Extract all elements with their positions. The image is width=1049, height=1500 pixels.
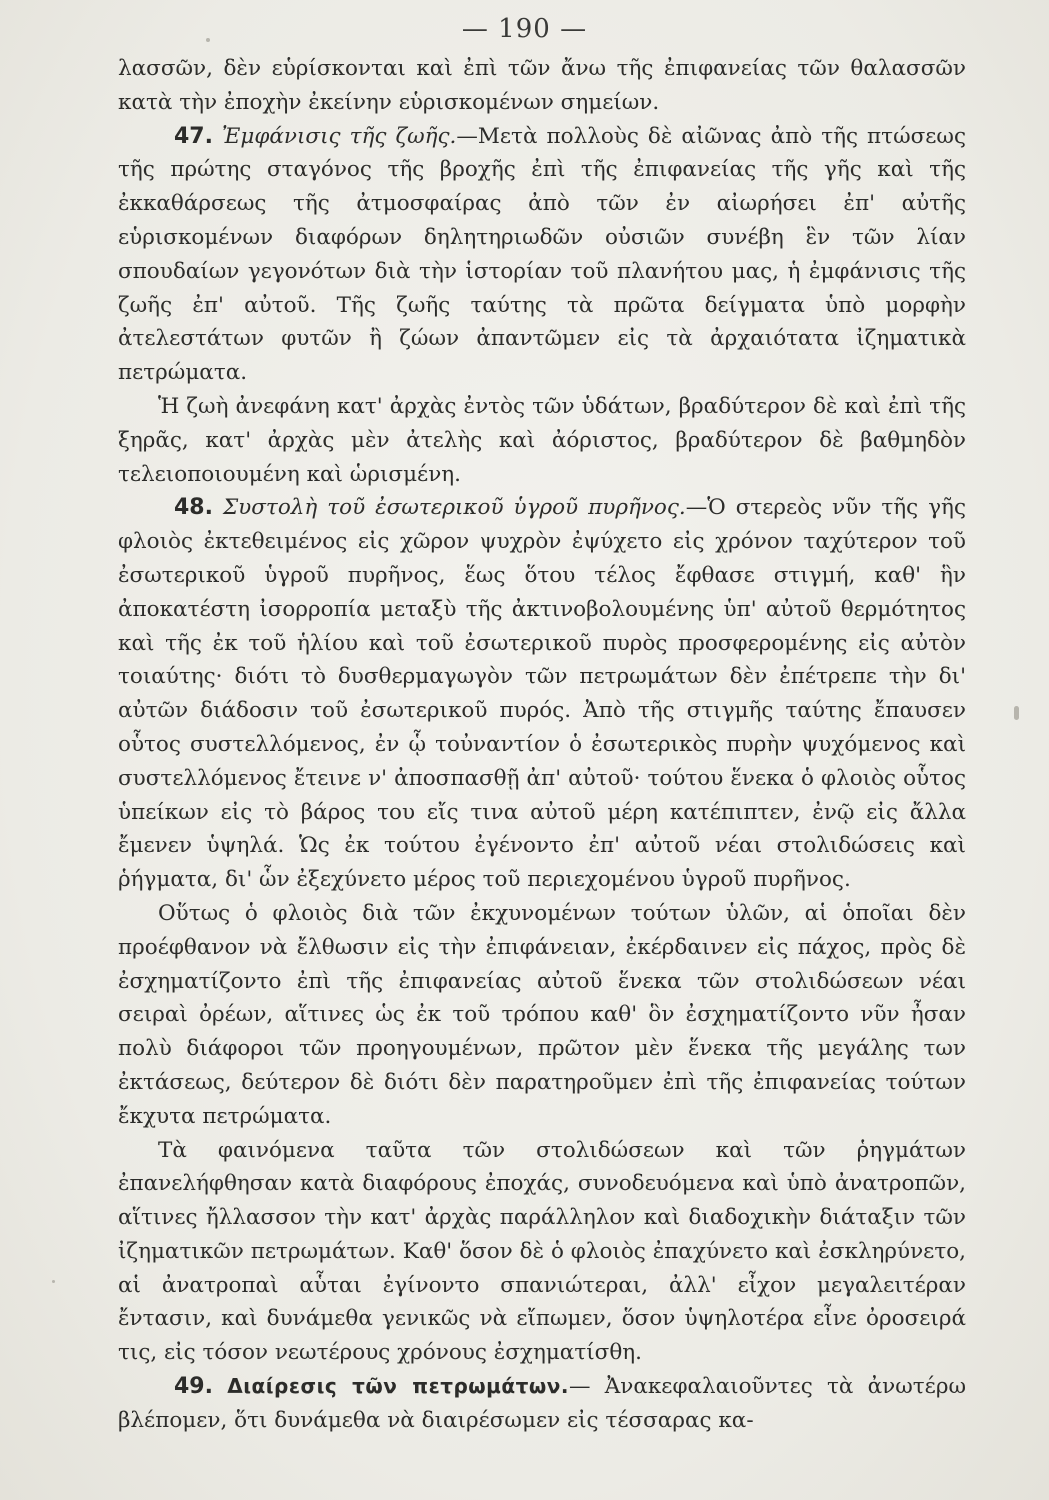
paragraph-continuation: [118, 52, 966, 120]
section-title: Διαίρεσις τῶν πετρωμάτων.: [227, 1374, 569, 1399]
paragraph-text: Ἡ ζωὴ ἀνεφάνη κατ' ἀρχὰς ἐντὸς τῶν ὑδάτων, βραδύτερον δὲ καὶ ἐπὶ τῆς ξηρᾶς, κατ' ἀρχὰς μὲν ἀτελὴς καὶ ἀόριστος, βραδύτερον δὲ βαθμηδὸν τελειοποιουμένη καὶ ὡρισμένη.: [118, 393, 966, 487]
paragraph: [118, 390, 966, 491]
section-title: Ἐμφάνισις τῆς ζωῆς.: [222, 123, 457, 149]
paragraph-text: Οὕτως ὁ φλοιὸς διὰ τῶν ἐκχυνομένων τούτων ὑλῶν, αἱ ὁποῖαι δὲν προέφθανον νὰ ἔλθωσιν εἰς τὴν ἐπιφάνειαν, ἐκέρδαινεν εἰς πάχος, πρὸς δὲ ἐσχηματίζοντο ἐπὶ τῆς ἐπιφανείας αὐτοῦ ἕνεκα τῶν στολιδώσεων νέαι σειραὶ ὀρέων, αἵτινες ὡς ἐκ τοῦ τρόπου καθ' ὃν ἐσχηματίζοντο νῦν ἦσαν πολὺ διάφοροι τῶν προηγουμένων, πρῶτον μὲν ἕνεκα τῆς μεγάλης των ἐκτάσεως, δεύτερον δὲ διότι δὲν παρατηροῦμεν ἐπὶ τῆς ἐπιφανείας τούτων ἔκχυτα πετρώματα.: [118, 900, 966, 1129]
paper-speck: [52, 1280, 55, 1283]
paragraph-text: —Ὁ στερεὸς νῦν τῆς γῆς φλοιὸς ἐκτεθειμένος εἰς χῶρον ψυχρὸν ἐψύχετο εἰς χρόνον ταχύτερον τοῦ ἐσωτερικοῦ ὑγροῦ πυρῆνος, ἕως ὅτου τέλος ἔφθασε στιγμή, καθ' ἣν ἀποκατέστη ἰσορροπία μεταξὺ τῆς ἀκτινοβολουμένης ὑπ' αὐτοῦ θερμότητος καὶ τῆς ἐκ τοῦ ἡλίου καὶ τοῦ ἐσωτερικοῦ πυρὸς προσφερομένης εἰς αὐτὸν τοιαύτης· διότι τὸ δυσθερμαγωγὸν τῶν πετρωμάτων δὲν ἐπέτρεπε τὴν δι' αὐτῶν διάδοσιν τοῦ ἐσωτερικοῦ πυρός. Ἀπὸ τῆς στιγμῆς ταύτης ἔπαυσεν οὗτος συστελλόμενος, ἐν ᾧ τοὐναντίον ὁ ἐσωτερικὸς πυρὴν ψυχόμενος καὶ συστελλόμενος ἔτεινε ν' ἀποσπασθῇ ἀπ' αὐτοῦ· τούτου ἕνεκα ὁ φλοιὸς οὗτος ὑπείκων εἰς τὸ βάρος του εἴς τινα αὐτοῦ μέρη κατέπιπτεν, ἐνῷ εἰς ἄλλα ἔμενεν ὑψηλά. Ὡς ἐκ τούτου ἐγένοντο ἐπ' αὐτοῦ νέαι στολιδώσεις καὶ ῥήγματα, δι' ὧν ἐξεχύνετο μέρος τοῦ περιεχομένου ὑγροῦ πυρῆνος.: [118, 495, 966, 893]
section-48: [118, 491, 966, 897]
section-number: 48.: [174, 495, 213, 521]
page-number: — 190 —: [461, 14, 588, 44]
body-text: [118, 52, 966, 1438]
section-number: 47.: [174, 123, 213, 149]
paragraph-text: λασσῶν, δὲν εὑρίσκονται καὶ ἐπὶ τῶν ἄνω τῆς ἐπιφανείας τῶν θαλασσῶν κατὰ τὴν ἐποχὴν ἐκείνην εὑρισκομένων σημείων.: [118, 56, 966, 115]
paragraph-text: —Μετὰ πολλοὺς δὲ αἰῶνας ἀπὸ τῆς πτώσεως τῆς πρώτης σταγόνος τῆς βροχῆς ἐπὶ τῆς ἐπιφανείας τῆς γῆς καὶ τῆς ἐκκαθάρσεως τῆς ἀτμοσφαίρας ἀπὸ τῶν ἐν αἰωρήσει ἐπ' αὐτῆς εὑρισκομένων διαφόρων δηλητηριωδῶν οὐσιῶν συνέβη ἓν τῶν λίαν σπουδαίων γεγονότων διὰ τὴν ἱστορίαν τοῦ πλανήτου μας, ἡ ἐμφάνισις τῆς ζωῆς ἐπ' αὐτοῦ. Τῆς ζωῆς ταύτης τὰ πρῶτα δείγματα ὑπὸ μορφὴν ἀτελεστάτων φυτῶν ἢ ζώων ἀπαντῶμεν εἰς τὰ ἀρχαιότατα ἰζηματικὰ πετρώματα.: [118, 123, 966, 386]
paragraph: [118, 1134, 966, 1371]
paragraph: [118, 897, 966, 1134]
section-number: 49.: [174, 1374, 213, 1400]
section-title: Συστολὴ τοῦ ἐσωτερικοῦ ὑγροῦ πυρῆνος.: [222, 495, 686, 521]
paper-speck: [206, 38, 210, 42]
paper-speck: [1014, 706, 1019, 720]
section-49: [118, 1370, 966, 1438]
section-47: [118, 120, 966, 390]
paragraph-text: Τὰ φαινόμενα ταῦτα τῶν στολιδώσεων καὶ τῶν ῥηγμάτων ἐπανελήφθησαν κατὰ διαφόρους ἐποχάς, συνοδευόμενα καὶ ὑπὸ ἀνατροπῶν, αἵτινες ἤλλασσον τὴν κατ' ἀρχὰς παράλληλον καὶ διαδοχικὴν διάταξιν τῶν ἰζηματικῶν πετρωμάτων. Καθ' ὅσον δὲ ὁ φλοιὸς ἐπαχύνετο καὶ ἐσκληρύνετο, αἱ ἀνατροπαὶ αὗται ἐγίνοντο σπανιώτεραι, ἀλλ' εἶχον μεγαλειτέραν ἔντασιν, καὶ δυνάμεθα γενικῶς νὰ εἴπωμεν, ὅσον ὑψηλοτέρα εἶνε ὀροσειρά τις, εἰς τόσον νεωτέρους χρόνους ἐσχηματίσθη.: [118, 1137, 966, 1366]
paragraph-text: — Ἀνακεφαλαιοῦντες τὰ ἀνωτέρω βλέπομεν, ὅτι δυνάμεθα νὰ διαιρέσωμεν εἰς τέσσαρας κα-: [118, 1374, 966, 1433]
